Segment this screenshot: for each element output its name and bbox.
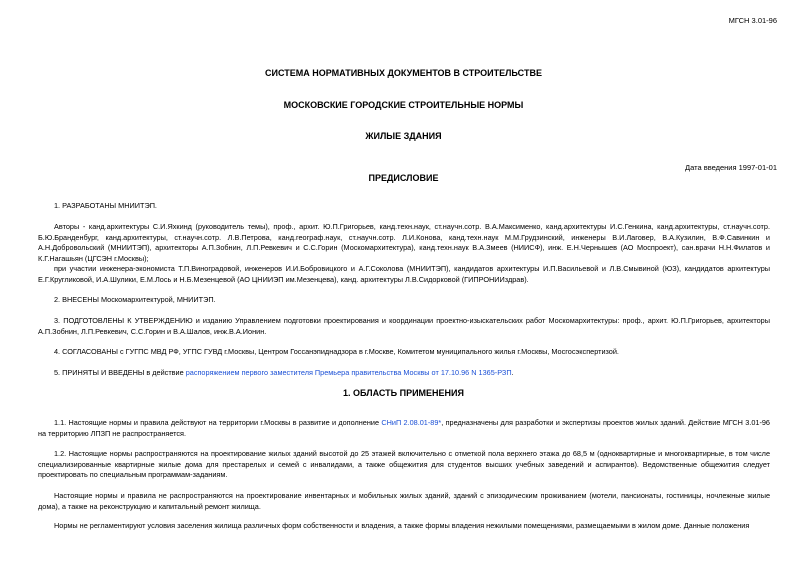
preface-p1: 1. РАЗРАБОТАНЫ МНИИТЭП. [54,201,157,210]
preface-p4: 4. СОГЛАСОВАНЫ с ГУГПС МВД РФ, УГПС ГУВД г.Москвы, Центром Госсанэпиднадзора в г.Москве, Комитетом муниципального жилья г.Москвы, Мосгосэкспертизой. [54,347,619,356]
snip-link[interactable]: СНиП 2.08.01-89* [381,418,442,427]
section1-p3: Настоящие нормы и правила не распространяются на проектирование инвентарных и мобильных жилых зданий, зданий с эпизодическим проживанием (мотели, пансионаты, гостиницы, ночлежные жилые дома), а также на реконструкцию и капитальный ремонт жилища. [38,491,770,511]
section1-p1-prefix: 1.1. Настоящие нормы и правила действуют на территории г.Москвы в развитие и дополнение [54,418,382,427]
preface-heading: ПРЕДИСЛОВИЕ [368,173,439,183]
preface-p5 [54,368,786,379]
preface-p5-prefix: 5. ПРИНЯТЫ И ВВЕДЕНЫ в действие [54,368,186,377]
section1-p1-suffix: , предназначены для разработки и экспертизы проектов жилых зданий. Действие МГСН 3.01-96 на территорию ЛПЗП не распространяется. [38,418,770,438]
preface-authors: Авторы - канд.архитектуры С.И.Яхкинд (руководитель темы), проф., архит. Ю.П.Григорьев, канд.техн.наук, ст.научн.сотр. В.А.Максименко, канд.архитектуры И.С.Генкина, канд.архитектуры, ст.научн.сотр. Б.Ю.Бранденбург, канд.архитектуры, ст.научн.сотр. Л.В.Петрова, канд.географ.наук, ст.научн.сотр. Л.И.Конова, канд.техн.наук М.М.Грудзинский, инженеры В.И.Лаговер, В.А.Кузилин, В.Ф.Савинкин и А.Н.Добровольский (МНИИТЭП), архитекторы А.П.Зобнин, Л.П.Ревкевич и С.С.Горин (Москомархитектура), канд.техн.наук В.А.Змеев (НИИСФ), инж. Е.Н.Чернышев (АО Моспроект), сан.врачи Н.Н.Филатов и К.Г.Нагашьян (ЦГСЭН г.Москвы); [38,222,770,263]
section1-p1 [38,418,770,439]
preface-p2: 2. ВНЕСЕНЫ Москомархитектурой, МНИИТЭП. [54,295,216,304]
preface-p3: 3. ПОДГОТОВЛЕНЫ К УТВЕРЖДЕНИЮ и изданию Управлением подготовки проектирования и координации проектно-изыскательских работ Москомархитектуры: проф., архит. Ю.П.Григорьев, архитекторы А.П.Зобнин, Л.П.Ревкевич, С.С.Горин и В.А.Шалов, инж.В.А.Ионин. [38,316,770,336]
intro-date: Дата введения 1997-01-01 [685,163,777,172]
norms-title: МОСКОВСКИЕ ГОРОДСКИЕ СТРОИТЕЛЬНЫЕ НОРМЫ [283,100,524,110]
preface-participation: при участии инженера-экономиста Т.П.Виноградовой, инженеров И.И.Бобровицкого и А.Г.Соколова (МНИИТЭП), кандидатов архитектуры И.П.Васильевой и Л.В.Смывиной (ЮЗ), кандидатов архитектуры Е.Г.Кругликовой, И.А.Шулики, Е.М.Лось и Н.Б.Мезенцевой (АО ЦНИИЭП им.Мезенцева), канд. архитектуры Л.В.Сидорковой (ГИПРОНИИздрав). [38,264,770,284]
section1-p2: 1.2. Настоящие нормы распространяются на проектирование жилых зданий высотой до 25 этажей включительно с отметкой пола верхнего этажа до 68,5 м (одноквартирные и многоквартирные, в том числе специализированные квартирные жилые дома для престарелых и семей с инвалидами, а также общежития для студентов высших учебных заведений и аспирантов). Ведомственные общежития следует проектировать по специальным программам-заданиям. [38,449,770,480]
preface-p5-suffix: . [511,368,514,377]
series-title: СИСТЕМА НОРМАТИВНЫХ ДОКУМЕНТОВ В СТРОИТЕЛЬСТВЕ [265,68,542,78]
decree-link[interactable]: распоряжением первого заместителя Премьера правительства Москвы от 17.10.96 N 1365-РЗП [185,368,512,377]
section1-heading: 1. ОБЛАСТЬ ПРИМЕНЕНИЯ [343,388,464,398]
section1-p4: Нормы не регламентируют условия заселения жилища различных форм собственности и владения, а также формы владения нежилыми помещениями, размещаемыми в жилом доме. Данные положения [54,521,750,530]
doc-code: МГСН 3.01-96 [728,16,777,25]
doc-title: ЖИЛЫЕ ЗДАНИЯ [365,131,442,141]
